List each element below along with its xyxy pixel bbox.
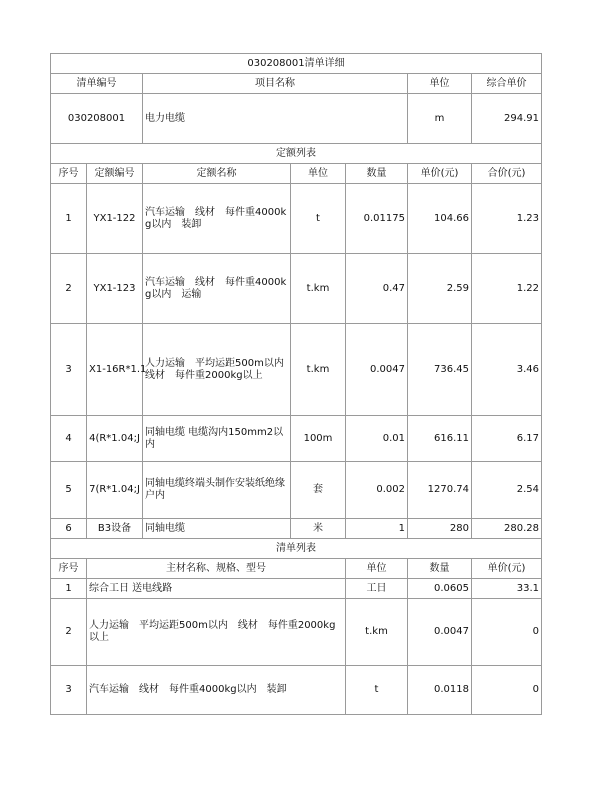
quota-unit: 米 (291, 519, 346, 539)
quota-unit: t (291, 184, 346, 254)
list-name: 汽车运输 线材 每件重4000kg以内 装卸 (87, 666, 346, 715)
quota-name-header: 定额名称 (143, 164, 291, 184)
quota-row (51, 184, 542, 254)
quota-name: 汽车运输 线材 每件重4000kg以内 运输 (143, 254, 291, 324)
quota-seq: 1 (51, 184, 87, 254)
list-header-row (51, 559, 542, 579)
quota-code: B3设备 (87, 519, 143, 539)
quota-name: 同轴电缆 (143, 519, 291, 539)
list-unit-price: 33.1 (472, 579, 542, 599)
list-row (51, 666, 542, 715)
quota-total-header: 合价(元) (472, 164, 542, 184)
quota-name: 汽车运输 线材 每件重4000kg以内 装卸 (143, 184, 291, 254)
list-seq: 3 (51, 666, 87, 715)
quota-section-title: 定额列表 (51, 144, 542, 164)
list-qty: 0.0605 (408, 579, 472, 599)
list-qty-header: 数量 (408, 559, 472, 579)
quota-code: YX1-123 (87, 254, 143, 324)
list-unit-price: 0 (472, 666, 542, 715)
quota-qty: 0.47 (346, 254, 408, 324)
list-name-header: 主材名称、规格、型号 (87, 559, 346, 579)
item-price-header: 综合单价 (472, 74, 542, 94)
item-code: 030208001 (51, 94, 143, 144)
quota-seq: 5 (51, 462, 87, 519)
quota-seq: 6 (51, 519, 87, 539)
quota-name: 同轴电缆 电缆沟内150mm2以内 (143, 416, 291, 462)
detail-table (50, 53, 542, 715)
item-name-header: 项目名称 (143, 74, 408, 94)
quota-row (51, 324, 542, 416)
item-unit: m (408, 94, 472, 144)
quota-total: 3.46 (472, 324, 542, 416)
quota-code: X1-16R*1.1 (87, 324, 143, 416)
quota-unit: 套 (291, 462, 346, 519)
list-unit: t.km (346, 599, 408, 666)
list-unit: 工日 (346, 579, 408, 599)
quota-total: 2.54 (472, 462, 542, 519)
item-price: 294.91 (472, 94, 542, 144)
quota-unit-price: 1270.74 (408, 462, 472, 519)
quota-unit-price: 736.45 (408, 324, 472, 416)
quota-qty: 0.01175 (346, 184, 408, 254)
quota-seq: 4 (51, 416, 87, 462)
quota-header-row (51, 164, 542, 184)
list-unit: t (346, 666, 408, 715)
quota-code-header: 定额编号 (87, 164, 143, 184)
quota-name: 同轴电缆终端头制作安装纸绝缘 户内 (143, 462, 291, 519)
quota-total: 1.22 (472, 254, 542, 324)
quota-row (51, 254, 542, 324)
quota-code: 4(R*1.04;J (87, 416, 143, 462)
quota-unit: 100m (291, 416, 346, 462)
quota-unit-price: 2.59 (408, 254, 472, 324)
quota-row (51, 416, 542, 462)
item-row (51, 94, 542, 144)
quota-unit: t.km (291, 254, 346, 324)
item-code-header: 清单编号 (51, 74, 143, 94)
list-section-row (51, 539, 542, 559)
list-name: 人力运输 平均运距500m以内 线材 每件重2000kg以上 (87, 599, 346, 666)
list-seq: 2 (51, 599, 87, 666)
quota-qty: 0.002 (346, 462, 408, 519)
quota-seq-header: 序号 (51, 164, 87, 184)
list-row (51, 579, 542, 599)
list-qty: 0.0047 (408, 599, 472, 666)
list-seq-header: 序号 (51, 559, 87, 579)
quota-unit: t.km (291, 324, 346, 416)
quota-unit-price: 104.66 (408, 184, 472, 254)
item-header-row (51, 74, 542, 94)
quota-seq: 3 (51, 324, 87, 416)
quota-total: 280.28 (472, 519, 542, 539)
quota-row (51, 462, 542, 519)
quota-seq: 2 (51, 254, 87, 324)
quota-qty-header: 数量 (346, 164, 408, 184)
list-unit-price: 0 (472, 599, 542, 666)
list-name: 综合工日 送电线路 (87, 579, 346, 599)
quota-unit-price-header: 单价(元) (408, 164, 472, 184)
list-unit-header: 单位 (346, 559, 408, 579)
quota-qty: 1 (346, 519, 408, 539)
quota-unit-price: 616.11 (408, 416, 472, 462)
quota-code: 7(R*1.04;J (87, 462, 143, 519)
quota-name: 人力运输 平均运距500m以内 线材 每件重2000kg以上 (143, 324, 291, 416)
list-section-title: 清单列表 (51, 539, 542, 559)
quota-unit-price: 280 (408, 519, 472, 539)
quota-total: 6.17 (472, 416, 542, 462)
quota-unit-header: 单位 (291, 164, 346, 184)
quota-code: YX1-122 (87, 184, 143, 254)
item-name: 电力电缆 (143, 94, 408, 144)
list-unit-price-header: 单价(元) (472, 559, 542, 579)
quota-qty: 0.0047 (346, 324, 408, 416)
table-title: 030208001清单详细 (51, 54, 542, 74)
quota-section-row (51, 144, 542, 164)
list-qty: 0.0118 (408, 666, 472, 715)
quota-total: 1.23 (472, 184, 542, 254)
item-unit-header: 单位 (408, 74, 472, 94)
title-row (51, 54, 542, 74)
quota-row (51, 519, 542, 539)
list-seq: 1 (51, 579, 87, 599)
list-row (51, 599, 542, 666)
quota-qty: 0.01 (346, 416, 408, 462)
